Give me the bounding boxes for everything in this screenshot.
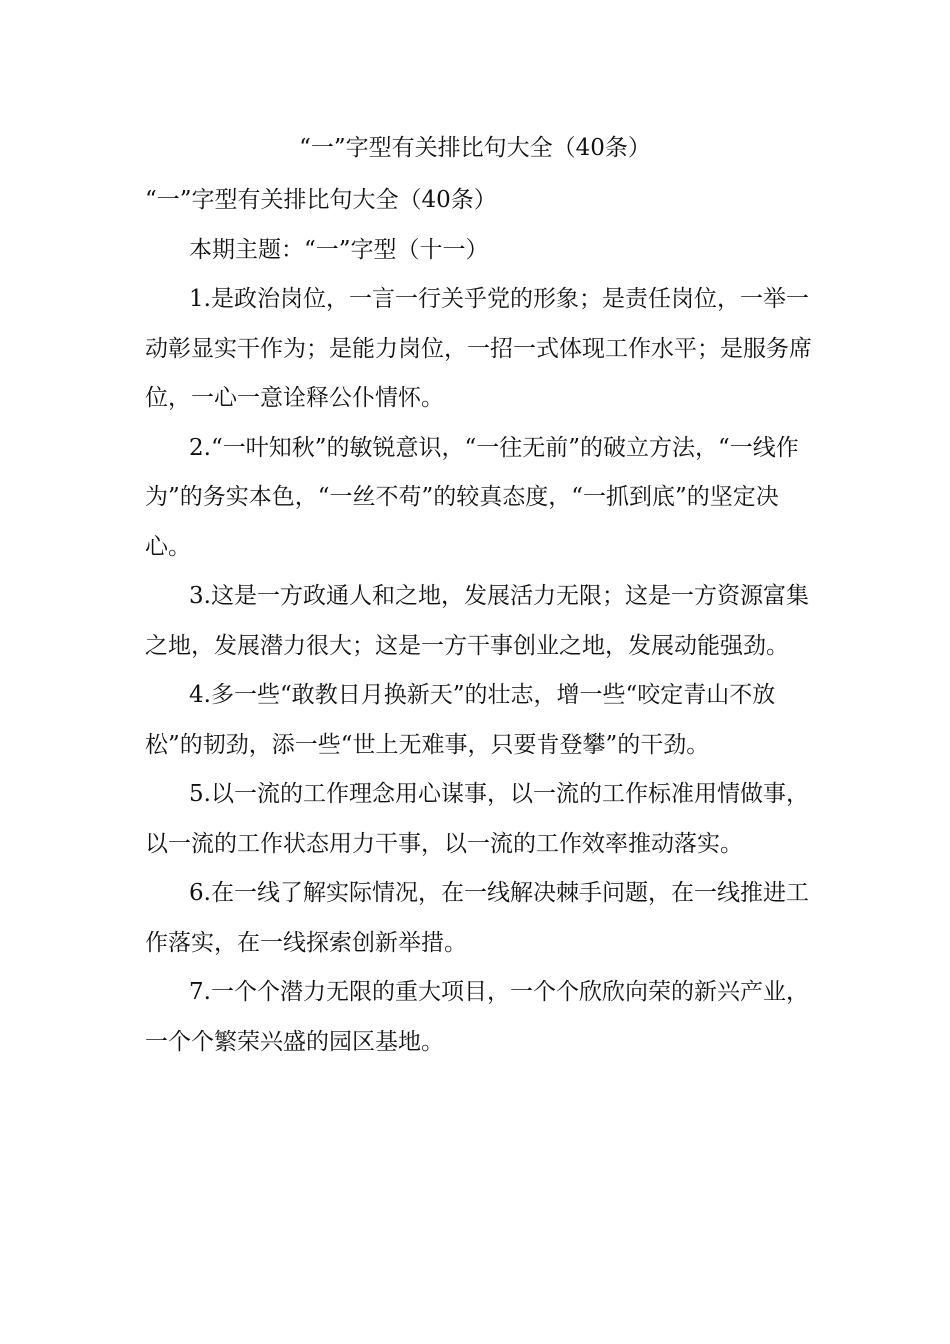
paragraph-item-2: 2.“一叶知秋”的敏锐意识，“一往无前”的破立方法，“一线作为”的务实本色，“一丝不苟”的较真态度，“一抓到底”的坚定决心。 (145, 434, 799, 560)
paragraph-item-4: 4.多一些“敢教日月换新天”的壮志，增一些“咬定青山不放松”的韧劲，添一些“世上无难事，只要肯登攀”的干劲。 (145, 682, 776, 758)
topic-line: 本期主题：“一”字型（十一） (189, 236, 489, 263)
paragraph-item-7: 7.一个个潜力无限的重大项目，一个个欣欣向荣的新兴产业，一个个繁荣兴盛的园区基地。 (145, 979, 809, 1055)
paragraph-item-1: 1.是政治岗位，一言一行关乎党的形象；是责任岗位，一举一动彰显实干作为；是能力岗位，一招一式体现工作水平；是服务席位，一心一意诠释公仆情怀。 (145, 286, 812, 411)
paragraph-item-6: 6.在一线了解实际情况，在一线解决棘手问题，在一线推进工作落实，在一线探索创新举措。 (145, 880, 809, 956)
paragraph-item-5: 5.以一流的工作理念用心谋事，以一流的工作标准用情做事，以一流的工作状态用力干事，以一流的工作效率推动落实。 (145, 781, 809, 857)
paragraph-item-3: 3.这是一方政通人和之地，发展活力无限；这是一方资源富集之地，发展潜力很大；这是一方干事创业之地，发展动能强劲。 (145, 583, 809, 659)
document-body (145, 176, 820, 1067)
document-subtitle: “一”字型有关排比句大全（40条） (145, 187, 497, 213)
document-title: “一”字型有关排比句大全（40条） (299, 135, 651, 161)
